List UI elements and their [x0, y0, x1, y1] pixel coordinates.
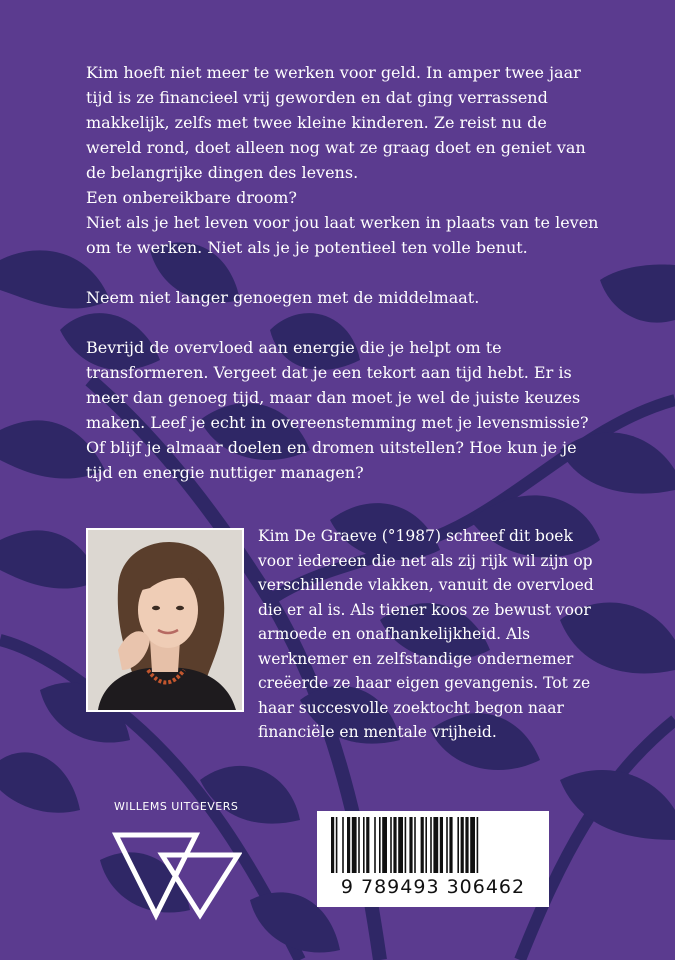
- blurb-paragraph-3: Bevrijd de overvloed aan energie die je helpt om te transformeren. Vergeet dat je een tekort aan tijd hebt. Er is meer dan genoeg tijd, maar dan moet je wel de juiste keuzes maken. Leef je echt in overeenstemming met je levensmissie? Of blijf je almaar doelen en dromen uitstellen? Hoe kun je je tijd en energie nuttiger managen?: [86, 338, 589, 482]
- barcode-bar: [379, 817, 381, 873]
- barcode-bar: [470, 817, 475, 873]
- publisher-triangles-icon: [112, 821, 242, 921]
- barcode-bar: [433, 817, 438, 873]
- author-portrait-icon: [88, 530, 242, 710]
- barcode-bar: [465, 817, 468, 873]
- barcode-bar: [331, 817, 334, 873]
- author-bio: Kim De Graeve (°1987) schreef dit boek voor iedereen die net als zij rijk wil zijn op verschillende vlakken, vanuit de overvloed die er al is. Als tiener koos ze bewust voor armoede en onafhankelijkheid. Als werknemer en zelfstandige ondernemer creëerde ze haar eigen gevangenis. Tot ze haar succesvolle zoektocht begon naar financiële en mentale vrijheid.: [258, 527, 594, 741]
- author-photo: [86, 528, 244, 712]
- barcode-bar: [363, 817, 365, 873]
- barcode-bar: [457, 817, 459, 873]
- barcode-bar: [390, 817, 392, 873]
- barcode-bar: [352, 817, 357, 873]
- barcode-bar: [449, 817, 452, 873]
- barcode-bar: [405, 817, 407, 873]
- barcode-bar: [477, 817, 479, 873]
- barcode-bar: [398, 817, 403, 873]
- barcode-bar: [347, 817, 350, 873]
- barcode: [317, 811, 549, 907]
- barcode-bar: [414, 817, 416, 873]
- blurb-paragraph-2: Neem niet langer genoegen met de middelmaat.: [86, 288, 480, 307]
- barcode-bar: [421, 817, 424, 873]
- barcode-bar: [382, 817, 387, 873]
- publisher-name: WILLEMS UITGEVERS: [114, 800, 239, 813]
- barcode-bar: [393, 817, 396, 873]
- barcode-bar: [358, 817, 360, 873]
- barcode-bar: [374, 817, 376, 873]
- barcode-bar: [430, 817, 432, 873]
- barcode-bar: [440, 817, 443, 873]
- barcode-bar: [366, 817, 369, 873]
- barcode-bar: [446, 817, 448, 873]
- publisher-logo: [112, 800, 252, 925]
- barcode-bar: [409, 817, 412, 873]
- blurb-question: Een onbereikbare droom?: [86, 188, 298, 207]
- barcode-number: 9 789493 306462: [340, 876, 526, 898]
- barcode-bar: [461, 817, 464, 873]
- blurb-text: [86, 60, 606, 510]
- barcode-bar: [336, 817, 338, 873]
- barcode-bar: [342, 817, 344, 873]
- blurb-paragraph-1: Kim hoeft niet meer te werken voor geld. In amper twee jaar tijd is ze financieel vrij geworden en dat ging verrassend makkelijk, zelfs met twee kleine kinderen. Ze reist nu de wereld rond, doet alleen nog wat ze graag doet en geniet van de belangrijke dingen des levens.: [86, 63, 586, 182]
- barcode-bars-icon: [317, 811, 549, 875]
- blurb-answer: Niet als je het leven voor jou laat werken in plaats van te leven om te werken. Niet als je je potentieel ten volle benut.: [86, 213, 599, 257]
- barcode-bar: [425, 817, 427, 873]
